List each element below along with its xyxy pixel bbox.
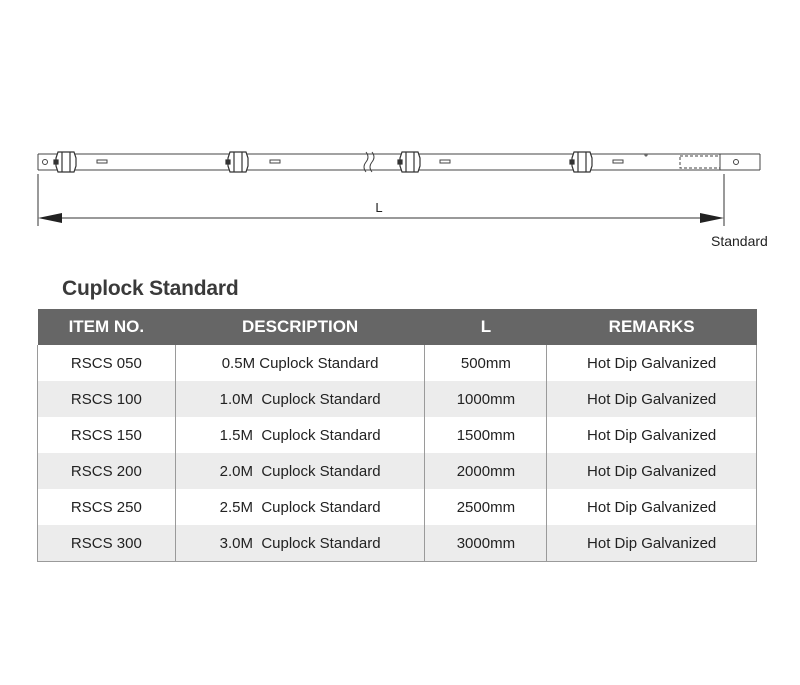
cell-description: 0.5M Cuplock Standard: [175, 345, 425, 381]
cell-length: 2000mm: [425, 453, 547, 489]
table-row: [38, 453, 757, 489]
cell-remarks: Hot Dip Galvanized: [547, 525, 757, 562]
header-length: L: [425, 309, 547, 345]
cell-length: 3000mm: [425, 525, 547, 562]
page-title: Cuplock Standard: [62, 277, 239, 300]
table-row: [38, 345, 757, 381]
cell-remarks: Hot Dip Galvanized: [547, 453, 757, 489]
table-row: [38, 489, 757, 525]
cell-length: 1000mm: [425, 381, 547, 417]
cell-item-no: RSCS 100: [38, 381, 176, 417]
table-row: [38, 525, 757, 562]
spec-table: [37, 309, 757, 562]
table-row: [38, 381, 757, 417]
cell-item-no: RSCS 300: [38, 525, 176, 562]
arrow-left-icon: [38, 213, 62, 223]
cuplock-standard-drawing: [0, 0, 800, 260]
header-item-no: ITEM NO.: [38, 309, 176, 345]
header-description: DESCRIPTION: [175, 309, 425, 345]
table-header-row: [38, 309, 757, 345]
cell-description: 2.5M Cuplock Standard: [175, 489, 425, 525]
cell-length: 2500mm: [425, 489, 547, 525]
cell-item-no: RSCS 200: [38, 453, 176, 489]
cup-joints: [54, 152, 592, 172]
cell-description: 3.0M Cuplock Standard: [175, 525, 425, 562]
cell-description: 1.0M Cuplock Standard: [175, 381, 425, 417]
cell-remarks: Hot Dip Galvanized: [547, 345, 757, 381]
cell-remarks: Hot Dip Galvanized: [547, 417, 757, 453]
cell-item-no: RSCS 250: [38, 489, 176, 525]
cell-remarks: Hot Dip Galvanized: [547, 381, 757, 417]
header-remarks: REMARKS: [547, 309, 757, 345]
cell-item-no: RSCS 150: [38, 417, 176, 453]
table-row: [38, 417, 757, 453]
cell-length: 500mm: [425, 345, 547, 381]
cell-remarks: Hot Dip Galvanized: [547, 489, 757, 525]
cell-length: 1500mm: [425, 417, 547, 453]
dimension-label: L: [375, 200, 383, 215]
arrow-right-icon: [700, 213, 724, 223]
cell-description: 1.5M Cuplock Standard: [175, 417, 425, 453]
cell-description: 2.0M Cuplock Standard: [175, 453, 425, 489]
drawing-caption: Standard: [711, 233, 768, 249]
cell-item-no: RSCS 050: [38, 345, 176, 381]
